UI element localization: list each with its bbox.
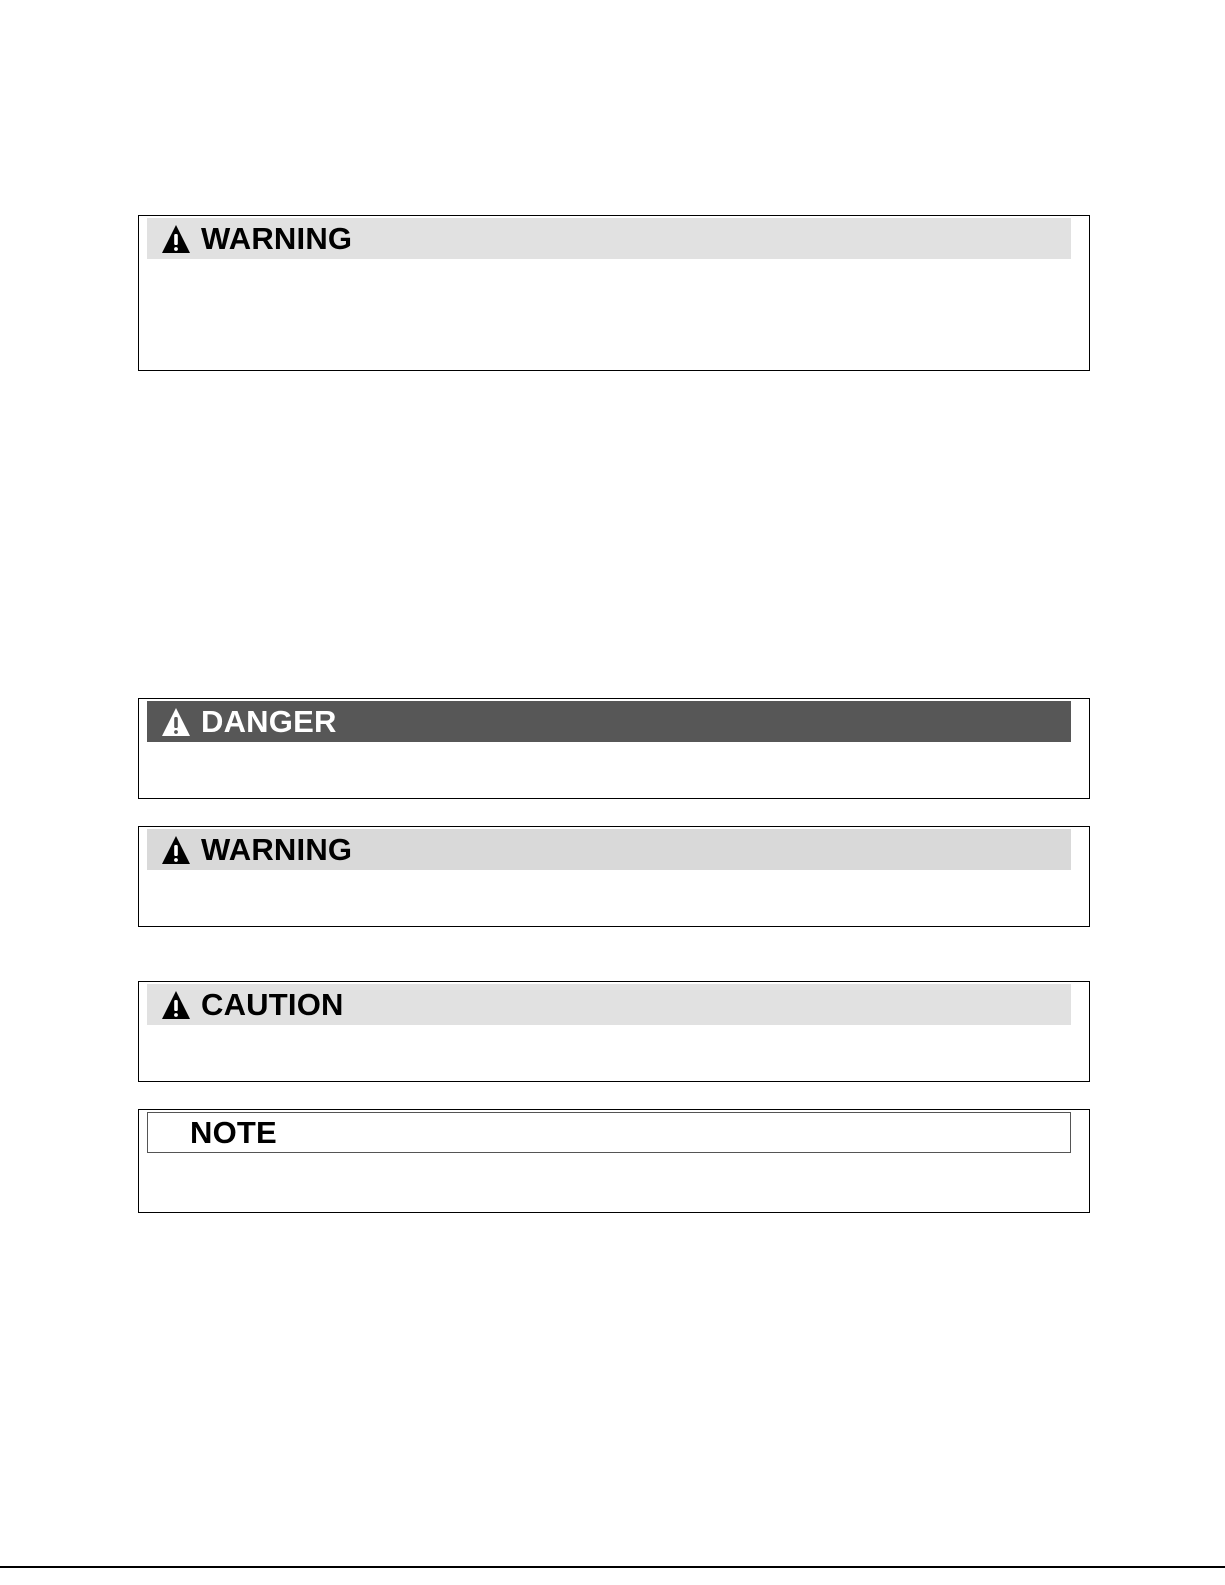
note-notice-box [138, 1109, 1090, 1213]
caution-banner [147, 984, 1071, 1025]
warning-triangle-icon [161, 835, 191, 865]
warning-label: WARNING [201, 832, 353, 867]
danger-banner [147, 701, 1071, 742]
note-label: NOTE [190, 1115, 277, 1150]
warning-notice-box [138, 215, 1090, 371]
note-banner [147, 1112, 1071, 1153]
warning-banner [147, 829, 1071, 870]
danger-notice-box [138, 698, 1090, 799]
caution-label: CAUTION [201, 987, 344, 1022]
warning-banner [147, 218, 1071, 259]
caution-notice-box [138, 981, 1090, 1082]
warning-triangle-icon [161, 707, 191, 737]
danger-label: DANGER [201, 704, 337, 739]
warning-notice-box [138, 826, 1090, 927]
warning-label: WARNING [201, 221, 353, 256]
warning-triangle-icon [161, 224, 191, 254]
warning-triangle-icon [161, 990, 191, 1020]
page-bottom-rule [0, 1566, 1225, 1568]
